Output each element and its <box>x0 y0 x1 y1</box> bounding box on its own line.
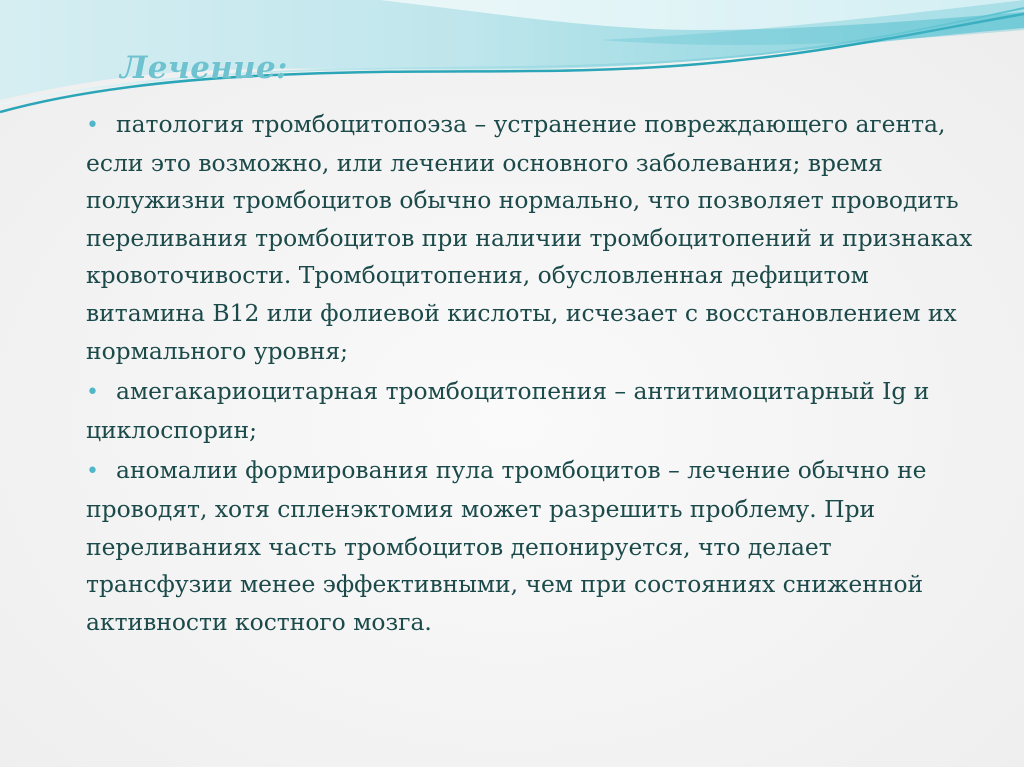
bullet-list <box>86 106 976 644</box>
bullet-dot-icon: • <box>86 459 99 485</box>
bullet-text: амегакариоцитарная тромбоцитопения – антитимоцитарный Ig и циклоспорин; <box>86 377 930 444</box>
bullet-dot-icon: • <box>86 113 99 138</box>
slide-title: Лечение: <box>120 50 288 86</box>
bullet-item <box>86 106 976 370</box>
bullet-text: патология тромбоцитопоэза – устранение повреждающего агента, если это возможно, или лечении основного заболевания; время полужизни тромбоцитов обычно нормально, что позволяет проводить переливания тромбоцитов при наличии тромбоцитопений и признаках кровоточивости. Тромбоцитопения, обусловленная дефицитом витамина В12 или фолиевой кислоты, исчезает с восстановлением их нормального уровня; <box>86 110 973 365</box>
bullet-text: аномалии формирования пула тромбоцитов – лечение обычно не проводят, хотя спленэктомия может разрешить проблему. При переливаниях часть тромбоцитов депонируется, что делает трансфузии менее эффективными, чем при состояниях сниженной активности костного мозга. <box>86 456 927 636</box>
bullet-dot-icon: • <box>86 380 99 406</box>
bullet-item <box>86 373 976 449</box>
bullet-item <box>86 452 976 641</box>
